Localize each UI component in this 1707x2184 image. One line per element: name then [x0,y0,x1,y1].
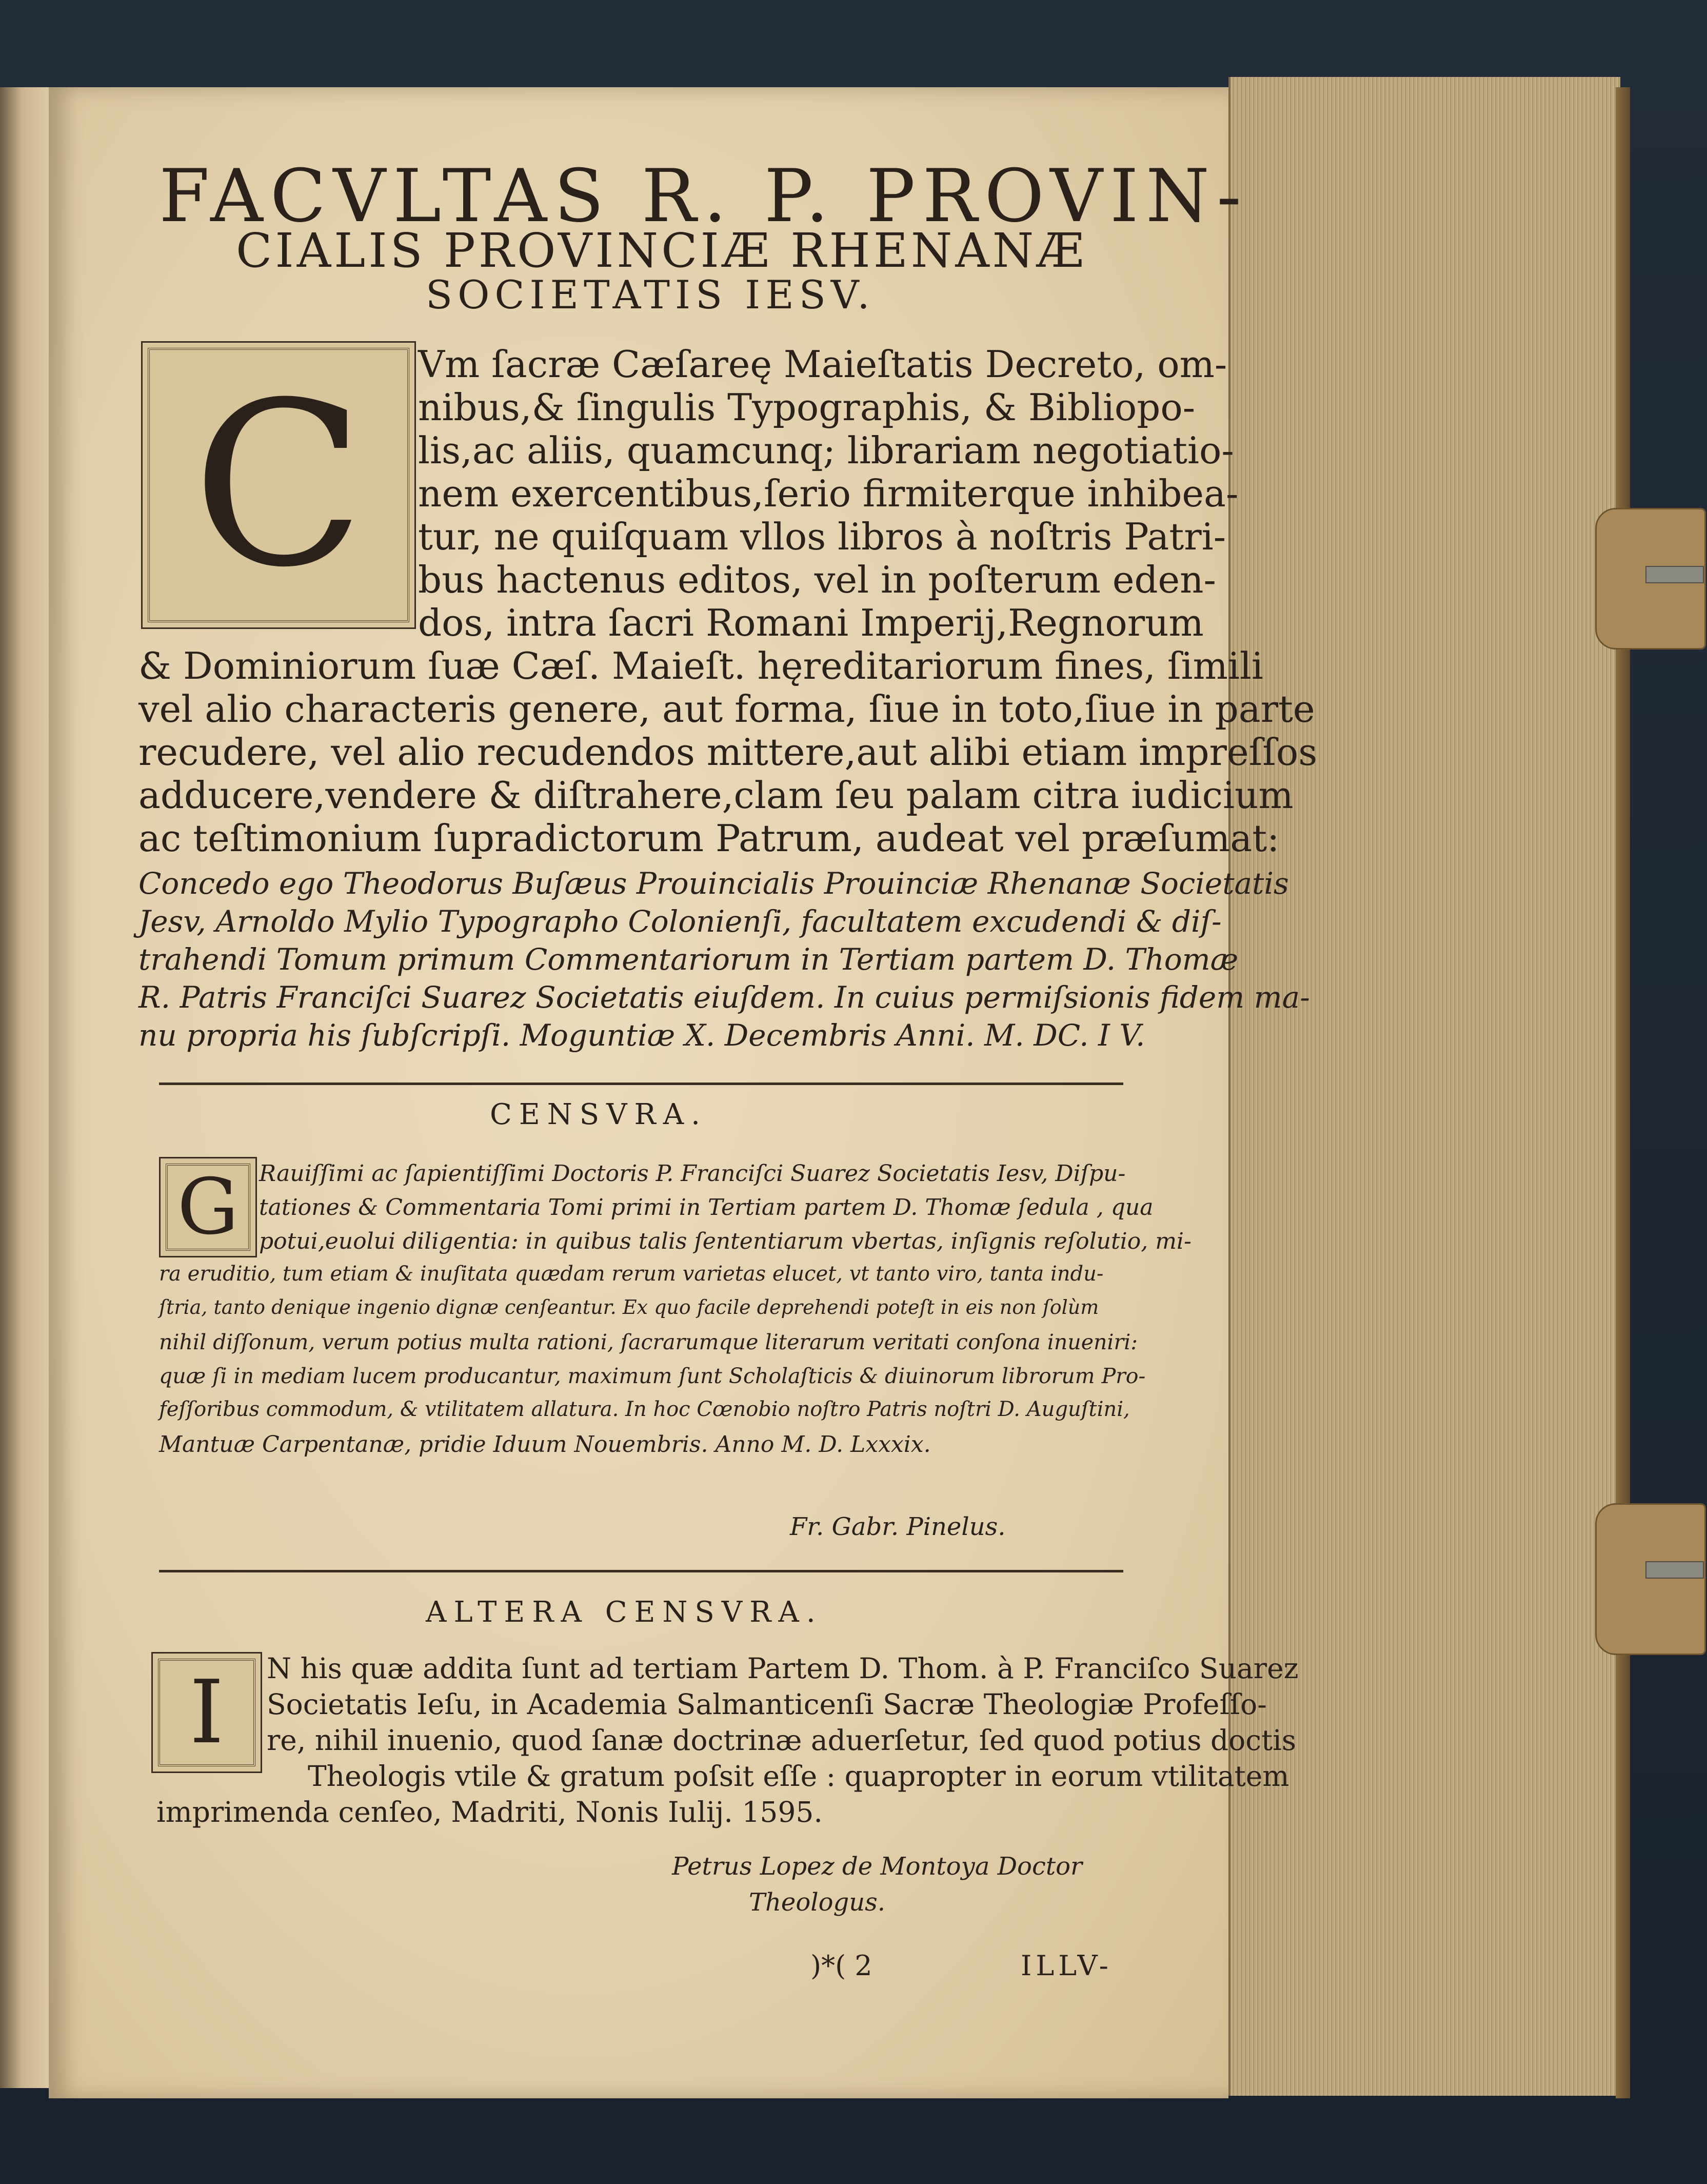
initial-letter: I [189,1662,224,1763]
censura-line: ſtria, tanto denique ingenio dignæ cenſeantur. Ex quo facile deprehendi poteſt in eis non ſolùm [159,1296,1099,1319]
censura-line: feſſoribus commodum, & vtilitatem allatura. In hoc Cœnobio noſtro Patris noſtri D. Auguſtini, [159,1398,1130,1421]
facultas-italic-line: Concedo ego Theodorus Buſæus Prouincialis Prouinciæ Rhenanæ Societatis [138,866,1289,901]
clasp-lower [1595,1503,1706,1655]
facultas-italic-line: Jesv, Arnoldo Mylio Typographo Colonienſi, facultatem excudendi & diſ- [138,904,1222,939]
altera-line: re, nihil inuenio, quod ſanæ doctrinæ aduerſetur, ſed quod potius doctis [267,1724,1296,1757]
ornamental-initial-c [141,341,416,629]
initial-border [166,1164,250,1251]
catchword: ILLV- [1021,1950,1113,1982]
facultas-line: vel alio characteris genere, aut forma, ſiue in toto,ſiue in parte [138,687,1315,731]
ornamental-initial-g [159,1157,257,1257]
facultas-line: Vm ſacræ Cæſareę Maieſtatis Decreto, om- [418,343,1227,386]
facultas-line: nibus,& ſingulis Typographis, & Bibliopo- [418,386,1196,429]
censura-line: tationes & Commentaria Tomi primi in Tertiam partem D. Thomæ ſedula , qua [259,1194,1154,1221]
facultas-italic-line: R. Patris Franciſci Suarez Societatis eiuſdem. In cuius permiſsionis fidem ma- [138,980,1310,1015]
clasp-upper [1595,508,1706,650]
book-cover-edge [1616,87,1630,2098]
facultas-line: lis,ac aliis, quamcunq; librariam negotiatio- [418,429,1234,472]
censura-heading: CENSVRA. [490,1098,707,1131]
facultas-italic-line: nu propria his ſubſcripſi. Moguntiæ X. Decembris Anni. M. DC. I V. [138,1018,1145,1053]
fore-edge [1228,77,1620,2096]
altera-line: Theologis vtile & gratum poſsit eſſe : quapropter in eorum vtilitatem [308,1760,1289,1793]
altera-line: N his quæ addita ſunt ad tertiam Partem D. Thom. à P. Franciſco Suarez [267,1652,1299,1685]
initial-letter: G [177,1163,239,1252]
section-divider [159,1083,1123,1085]
page-title-line-1: FACVLTAS R. P. PROVIN- [159,154,1249,239]
left-page-edge [0,87,50,2088]
page-title-line-2: CIALIS PROVINCIÆ RHENANÆ [236,223,1087,278]
censura-line: nihil diſſonum, verum potius multa rationi, ſacrarumque literarum veritati conſona inueniri: [159,1330,1138,1354]
censura-line: potui,euolui diligentia: in quibus talis ſententiarum vbertas, inſignis reſolutio, mi- [259,1228,1192,1254]
facultas-line: tur, ne quiſquam vllos libros à noſtris Patri- [418,515,1226,558]
altera-signature-title: Theologus. [749,1888,886,1917]
altera-line: Societatis Ieſu, in Academia Salmanticenſi Sacræ Theologiæ Profeſſo- [267,1688,1267,1721]
facultas-line: recudere, vel alio recudendos mittere,aut alibi etiam impreſſos [138,731,1318,774]
facultas-line: nem exercentibus,ſerio firmiterque inhibea- [418,472,1239,515]
facultas-line: adducere,vendere & diſtrahere,clam ſeu palam citra iudicium [138,774,1294,817]
signature-mark: )*( 2 [810,1950,872,1982]
facultas-line: bus hactenus editos, vel in poſterum eden- [418,558,1216,601]
altera-censura-heading: ALTERA CENSVRA. [426,1596,823,1629]
facultas-line: dos, intra ſacri Romani Imperij,Regnorum [418,601,1204,644]
censura-line: Mantuæ Carpentanæ, pridie Iduum Nouembris. Anno M. D. Lxxxix. [159,1431,931,1458]
facultas-italic-line: trahendi Tomum primum Commentariorum in Tertiam partem D. Thomæ [138,942,1239,977]
facultas-line: & Dominiorum ſuæ Cæſ. Maieſt. hęreditariorum fines, ſimili [138,644,1263,687]
clasp-pin [1645,566,1704,583]
initial-border [148,348,409,622]
altera-line: imprimenda cenſeo, Madriti, Nonis Iulij. 1595. [156,1796,823,1828]
altera-signature-name: Petrus Lopez de Montoya Doctor [672,1852,1082,1881]
initial-border [158,1659,255,1766]
censura-line: Rauiſſimi ac ſapientiſſimi Doctoris P. Franciſci Suarez Societatis Iesv, Diſpu- [259,1160,1126,1187]
clasp-pin [1645,1561,1704,1579]
facultas-line: ac teſtimonium ſupradictorum Patrum, audeat vel præſumat: [138,817,1280,860]
censura-line: quæ ſi in mediam lucem producantur, maximum ſunt Scholaſticis & diuinorum librorum Pro- [159,1364,1146,1388]
ornamental-initial-i [151,1652,262,1773]
initial-letter: C [192,353,365,617]
censura-line: ra eruditio, tum etiam & inuſitata quædam rerum varietas elucet, vt tanto viro, tanta indu- [159,1262,1104,1286]
section-divider [159,1570,1123,1572]
page-title-line-3: SOCIETATIS IESV. [426,272,875,318]
censura-signature: Fr. Gabr. Pinelus. [790,1512,1006,1541]
